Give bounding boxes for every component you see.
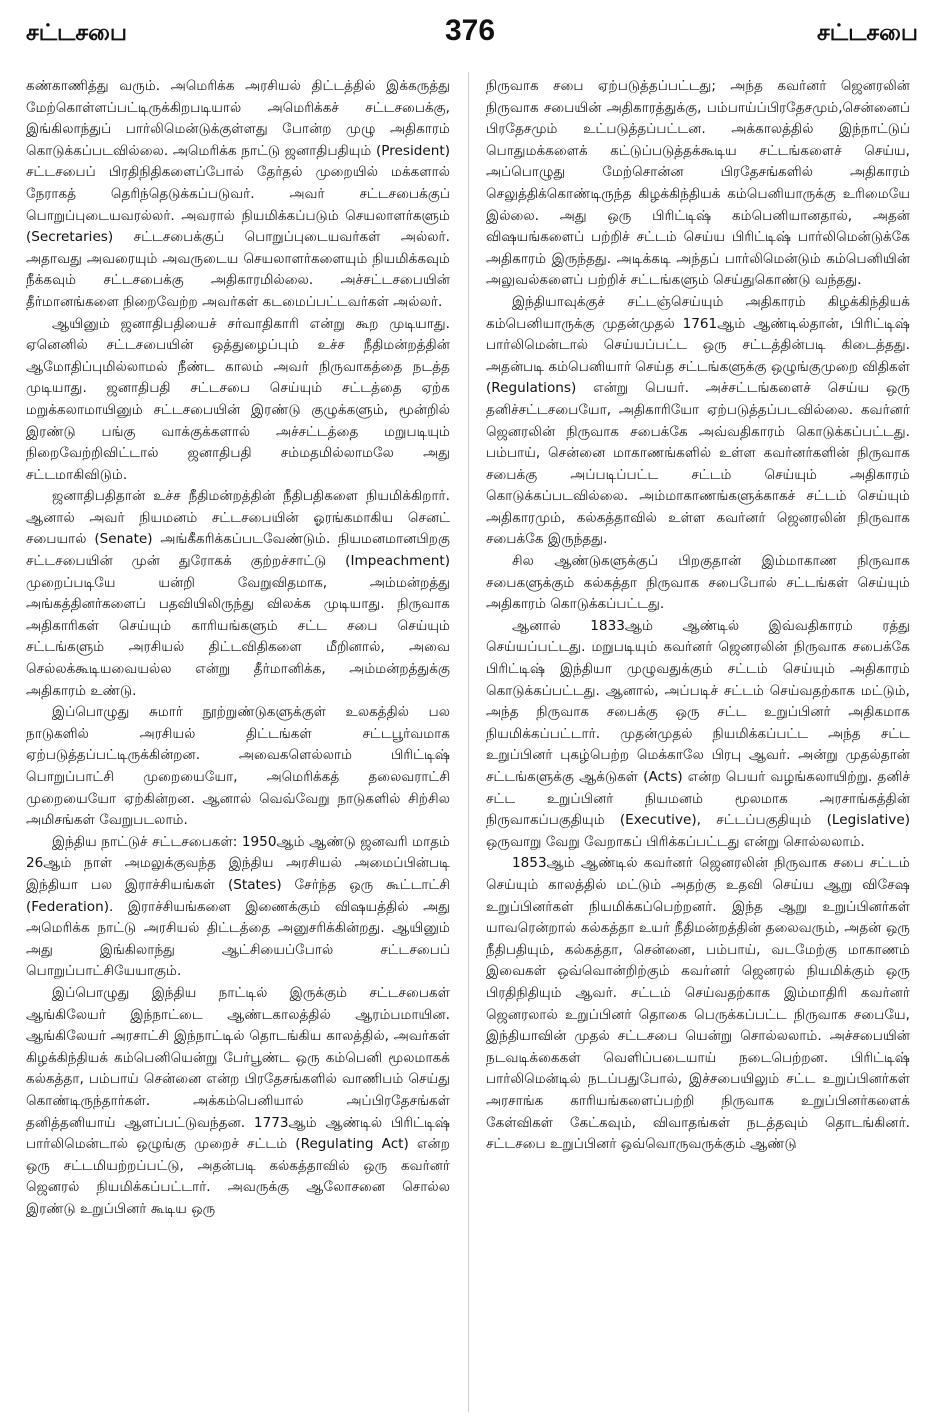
paragraph: நிருவாக சபை ஏற்படுத்தப்பட்டது; அந்த கவர்னர் ஜெனரலின் நிருவாக சபையின் அதிகாரத்துக்கு, பம்பாய்ப்பிரதேசமும்,சென்னைப் பிரதேசமும் உட்படுத்தப்பட்டன. அக்காலத்தில் இந்நாட்டுப் பொதுமக்களைக் கட்டுப்படுத்தக்கூடிய சட்டங்களைச் செய்ய, அப்பொழுது மேற்சொன்ன பிரதேசங்களில் அதிகாரம் செலுத்திக்கொண்டிருந்த கிழக்கிந்தியக் கம்பெனியாருக்கு உரிமையே இல்லை. அது ஒரு பிரிட்டிஷ் கம்பெனியானதால், அதன் விஷயங்களைப் பற்றிச் சட்டம் செய்ய பிரிட்டிஷ் பார்லிமென்டுக்கே அதிகாரம் இருந்தது. அடிக்கடி அந்தப் பார்லிமென்டும் கம்பெனியின் அலுவல்களைப் பற்றிச் சட்டங்களும் செய்துகொண்டு வந்தது.	[486, 78, 910, 289]
paragraph: 1853ஆம் ஆண்டில் கவர்னர் ஜெனரலின் நிருவாக சபை சட்டம் செய்யும் காலத்தில் மட்டும் அதற்கு உதவி செய்ய ஆறு விசேஷ உறுப்பினர்கள் நியமிக்கப்பெற்றனர். இந்த ஆறு உறுப்பினர்கள் யாவரென்றால் கல்கத்தா உயர் நீதிமன்றத்தின் தலைவரும், அதன் ஒரு நீதிபதியும், கல்கத்தா, சென்னை, பம்பாய், வடமேற்கு மாகாணம் இவைகள் ஒவ்வொன்றிற்கும் கவர்னர் ஜெனரல் நியமிக்கும் ஒரு பிரதிநிதியும் ஆவர். சட்டம் செய்வதற்காக இம்மாதிரி கவர்னர் ஜெனரலால் உறுப்பினர் தொகை பெருக்கப்பட்ட நிருவாக சபையே, இந்தியாவின் முதல் சட்டசபை யென்று சொல்லலாம். அச்சபையின் நடவடிக்கைகள் வெளிப்படையாய் நடைபெற்றன. பிரிட்டிஷ் பார்லிமென்டில் நடப்பதுபோல், இச்சபையிலும் சட்ட உறுப்பினர்கள் அரசாங்க காரியங்களைப்பற்றி நிருவாக உறுப்பினர்களைக் கேள்விகள் கேட்கவும், விவாதங்கள் நடத்தவும் தொடங்கினர். சட்டசபை உறுப்பினர் ஒவ்வொருவருக்கும் ஆண்டு	[486, 855, 910, 1153]
paragraph: இப்பொழுது இந்திய நாட்டில் இருக்கும் சட்டசபைகள் ஆங்கிலேயர் இந்நாட்டை ஆண்டகாலத்தில் ஆரம்பமாயின. ஆங்கிலேயர் அரசாட்சி இந்நாட்டில் தொடங்கிய காலத்தில், அவர்கள் கிழக்கிந்தியக் கம்பெனியென்று பேர்பூண்ட ஒரு கம்பெனி மூலமாகக் கல்கத்தா, பம்பாய் சென்னை என்ற பிரதேசங்களில் வாணிபம் செய்து கொண்டிருந்தார்கள். அக்கம்பெனியால் அப்பிரதேசங்கள் தனித்தனியாய் ஆளப்பட்டுவந்தன. 1773ஆம் ஆண்டில் பிரிட்டிஷ் பார்லிமென்டால் ஒழுங்கு முறைச் சட்டம் (Regulating Act) என்ற ஒரு சட்டமியற்றப்பட்டு, அதன்படி கல்கத்தாவில் ஒரு கவர்னர் ஜெனரல் நியமிக்கப்பட்டார். அவருக்கு ஆலோசனை சொல்ல இரண்டு உறுப்பினர் கூடிய ஒரு	[26, 984, 450, 1217]
paragraph: சில ஆண்டுகளுக்குப் பிறகுதான் இம்மாகாண நிருவாக சபைகளுக்கும் கல்கத்தா நிருவாக சபைபோல் சட்டங்கள் செய்யும் அதிகாரம் கொடுக்கப்பட்டது.	[486, 553, 910, 613]
paragraph: கண்காணித்து வரும். அமெரிக்க அரசியல் திட்டத்தில் இக்கருத்து மேற்கொள்ளப்பட்டிருக்கிறபடியால் அமெரிக்கச் சட்டசபைக்கு, இங்கிலாந்துப் பார்லிமென்டுக்குள்ளது போன்ற முழு அதிகாரம் கொடுக்கப்படவில்லை. அமெரிக்க நாட்டு ஜனாதிபதியும் (President) சட்டசபைப் பிரதிநிதிகளைப்போல் தேர்தல் முறையில் மக்களால் நேராகத் தெரிந்தெடுக்கப்படுவர். அவர் சட்டசபைக்குப் பொறுப்புடையவரல்லர். அவரால் நியமிக்கப்படும் செயலாளர்களும் (Secretaries) சட்டசபைக்குப் பொறுப்புடையவர்கள் அல்லர். அதாவது அவரையும் அவருடைய செயலாளர்களையும் நியமிக்கவும் நீக்கவும் சட்டசபைக்கு அதிகாரமில்லை. அச்சட்டசபையின் தீர்மானங்களை நிறைவேற்ற அவர்கள் கடமைப்பட்டவர்கள் அல்லர்.	[26, 78, 450, 310]
paragraph: இப்பொழுது சுமார் நூற்றுண்டுகளுக்குள் உலகத்தில் பல நாடுகளில் அரசியல் திட்டங்கள் சட்டபூர்வமாக ஏற்படுத்தப்பட்டிருக்கின்றன. அவைகளெல்லாம் பிரிட்டிஷ் பொறுப்பாட்சி முறையையோ, அமெரிக்கத் தலைவராட்சி முறையையோ ஏற்கின்றன. ஆனால் வெவ்வேறு நாடுகளில் சிற்சில அமிசங்கள் வேறுபடலாம்.	[26, 704, 450, 829]
left-column	[26, 76, 450, 1220]
paragraph: ஜனாதிபதிதான் உச்ச நீதிமன்றத்தின் நீதிபதிகளை நியமிக்கிறார். ஆனால் அவர் நியமனம் சட்டசபையின் ஓரங்கமாகிய செனட் சபையால் (Senate) அங்கீகரிக்கப்படவேண்டும். நியமனமானபிறகு சட்டசபையின் முன் துரோகக் குற்றச்சாட்டு (Impeachment) முறைப்படியே யன்றி வேறுவிதமாக, அம்மன்றத்து அங்கத்தினர்களைப் பதவியிலிருந்து விலக்க முடியாது. நிருவாக அதிகாரிகள் செய்யும் காரியங்களும் சட்ட சபை செய்யும் சட்டங்களும் அரசியல் திட்டவிதிகளை மீறினால், அவை செல்லக்கூடியவையல்ல என்று தீர்மானிக்க, அம்மன்றத்துக்கு அதிகாரம் உண்டு.	[26, 488, 450, 699]
paragraph: இந்தியாவுக்குச் சட்டஞ்செய்யும் அதிகாரம் கிழக்கிந்தியக் கம்பெனியாருக்கு முதன்முதல் 1761ஆம் ஆண்டில்தான், பிரிட்டிஷ் பார்லிமென்டால் செய்யப்பட்ட ஒரு சட்டத்தின்படி கிடைத்தது. அதன்படி கம்பெனியார் செய்த சட்டங்களுக்கு ஒழுங்குமுறை விதிகள் (Regulations) என்று பெயர். அச்சட்டங்களைச் செய்ய ஒரு தனிச்சட்டசபையோ, அதிகாரியோ ஏற்படுத்தப்படவில்லை. கவர்னர் ஜெனரலின் நிருவாக சபைக்கே அவ்வதிகாரம் கொடுக்கப்பட்டது. பம்பாய், சென்னை மாகாணங்களில் உள்ள கவர்னர்களின் நிருவாக சபைக்கு அப்படிப்பட்ட சட்டம் செய்யும் அதிகாரம் கொடுக்கப்படவில்லை. அம்மாகாணங்களுக்காகச் சட்டம் செய்யும் அதிகாரமும், கல்கத்தாவில் உள்ள கவர்னர் ஜெனரலின் நிருவாக சபைக்கே இருந்தது.	[486, 293, 910, 548]
paragraph: இந்திய நாட்டுச் சட்டசபைகள்: 1950ஆம் ஆண்டு ஜனவரி மாதம் 26ஆம் நாள் அமலுக்குவந்த இந்திய அரசியல் அமைப்பின்படி இந்தியா பல இராச்சியங்கள் (States) சேர்ந்த ஒரு கூட்டாட்சி (Federation). இராச்சியங்களை இணைக்கும் விஷயத்தில் அது அமெரிக்க நாட்டு அரசியல் திட்டத்தை அனுசரிக்கின்றது. ஆயினும் அது இங்கிலாந்து ஆட்சியைப்போல் சட்டசபைப் பொறுப்பாட்சியேயாகும்.	[26, 833, 450, 980]
page-header	[20, 14, 920, 56]
paragraph: ஆயினும் ஜனாதிபதியைச் சர்வாதிகாரி என்று கூற முடியாது. ஏனெனில் சட்டசபையின் ஒத்துழைப்பும் உச்ச நீதிமன்றத்தின் ஆமோதிப்புமில்லாமல் நீண்ட காலம் அவர் நிருவாகத்தை நடத்த முடியாது. ஜனாதிபதி சட்டசபை செய்யும் சட்டத்தை ஏற்க மறுக்கலாமாயினும் சட்டசபையின் இரண்டு குழுக்களும், மூன்றில் இரண்டு பங்கு வாக்குக்களால் அச்சட்டத்தை மறுபடியும் நிறைவேற்றிவிட்டால் ஜனாதிபதி சம்மதமில்லாமலே அது சட்டமாகிவிடும்.	[26, 315, 450, 483]
running-head-left: சட்டசபை	[26, 20, 127, 46]
column-divider	[468, 72, 469, 1412]
right-column	[486, 76, 910, 1156]
running-head-right: சட்டசபை	[817, 20, 918, 46]
paragraph: ஆனால் 1833ஆம் ஆண்டில் இவ்வதிகாரம் ரத்து செய்யப்பட்டது. மறுபடியும் கவர்னர் ஜெனரலின் நிருவாக சபைக்கே பிரிட்டிஷ் இந்தியா முழுவதுக்கும் சட்டம் செய்யும் அதிகாரம் கொடுக்கப்பட்டது. ஆனால், அப்படிச் சட்டம் செய்வதற்காக மட்டும், அந்த நிருவாக சபைக்கு ஒரு சட்ட உறுப்பினர் அதிகமாக நியமிக்கப்பட்டார். முதன்முதல் நியமிக்கப்பட்ட அந்த சட்ட உறுப்பினர் புகழ்பெற்ற மெக்காலே பிரபு ஆவர். அன்று முதல்தான் சட்டங்களுக்கு ஆக்டுகள் (Acts) என்ற பெயர் வழங்கலாயிற்று. தனிச் சட்ட உறுப்பினர் நியமனம் மூலமாக அரசாங்கத்தின் நிருவாகப்பகுதியும் (Executive), சட்டப்பகுதியும் (Legislative) ஒருவாறு வேறு வேறாகப் பிரிக்கப்பட்டது என்று சொல்லலாம்.	[486, 617, 910, 850]
page-number: 376	[444, 14, 496, 47]
